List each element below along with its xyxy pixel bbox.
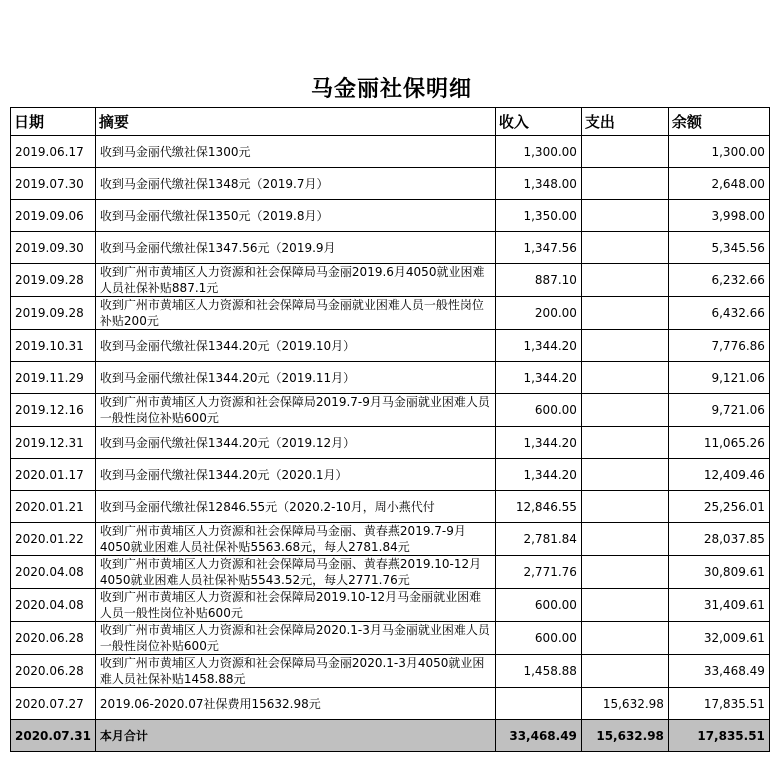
cell-date: 2020.07.27 [11, 688, 96, 720]
cell-date: 2019.12.16 [11, 394, 96, 427]
cell-date: 2020.04.08 [11, 589, 96, 622]
cell-date: 2019.09.28 [11, 297, 96, 330]
cell-expense [581, 330, 668, 362]
header-expense: 支出 [581, 108, 668, 136]
header-summary: 摘要 [95, 108, 495, 136]
cell-expense [581, 556, 668, 589]
table-row [11, 362, 770, 394]
cell-balance: 9,121.06 [668, 362, 769, 394]
table-row [11, 200, 770, 232]
cell-date: 2020.04.08 [11, 556, 96, 589]
cell-date: 2020.01.17 [11, 459, 96, 491]
cell-income: 1,344.20 [495, 427, 581, 459]
cell-income: 600.00 [495, 394, 581, 427]
cell-date: 2020.01.21 [11, 491, 96, 523]
cell-balance: 6,432.66 [668, 297, 769, 330]
cell-expense: 15,632.98 [581, 688, 668, 720]
cell-balance: 1,300.00 [668, 136, 769, 168]
cell-income: 1,458.88 [495, 655, 581, 688]
table-row [11, 491, 770, 523]
cell-balance: 2,648.00 [668, 168, 769, 200]
cell-date: 2020.01.22 [11, 523, 96, 556]
cell-income: 200.00 [495, 297, 581, 330]
cell-balance: 6,232.66 [668, 264, 769, 297]
table-row [11, 589, 770, 622]
cell-balance: 17,835.51 [668, 688, 769, 720]
total-date: 2020.07.31 [11, 720, 96, 752]
table-row [11, 688, 770, 720]
cell-income: 1,344.20 [495, 362, 581, 394]
cell-income: 600.00 [495, 622, 581, 655]
header-row [11, 108, 770, 136]
cell-expense [581, 622, 668, 655]
cell-summary: 收到广州市黄埔区人力资源和社会保障局马金丽2019.6月4050就业困难人员社保补贴887.1元 [95, 264, 495, 297]
cell-expense [581, 655, 668, 688]
cell-income: 1,350.00 [495, 200, 581, 232]
table-row [11, 655, 770, 688]
cell-expense [581, 264, 668, 297]
cell-balance: 9,721.06 [668, 394, 769, 427]
cell-income: 2,771.76 [495, 556, 581, 589]
cell-summary: 收到广州市黄埔区人力资源和社会保障局马金丽就业困难人员一般性岗位补贴200元 [95, 297, 495, 330]
table-row [11, 232, 770, 264]
cell-summary: 收到马金丽代缴社保1350元（2019.8月） [95, 200, 495, 232]
cell-balance: 33,468.49 [668, 655, 769, 688]
cell-summary: 收到马金丽代缴社保1344.20元（2019.11月） [95, 362, 495, 394]
cell-balance: 32,009.61 [668, 622, 769, 655]
header-income: 收入 [495, 108, 581, 136]
cell-balance: 11,065.26 [668, 427, 769, 459]
table-row [11, 136, 770, 168]
ledger-table [10, 107, 770, 752]
table-row [11, 459, 770, 491]
cell-balance: 28,037.85 [668, 523, 769, 556]
page-title: 马金丽社保明细 [310, 76, 472, 102]
cell-date: 2020.06.28 [11, 622, 96, 655]
cell-income: 887.10 [495, 264, 581, 297]
cell-summary: 收到马金丽代缴社保1347.56元（2019.9月 [95, 232, 495, 264]
cell-balance: 12,409.46 [668, 459, 769, 491]
cell-expense [581, 297, 668, 330]
total-balance: 17,835.51 [668, 720, 769, 752]
cell-summary: 收到马金丽代缴社保1344.20元（2019.12月） [95, 427, 495, 459]
table-row [11, 394, 770, 427]
table-row [11, 330, 770, 362]
cell-expense [581, 394, 668, 427]
table-row [11, 168, 770, 200]
cell-expense [581, 200, 668, 232]
cell-date: 2019.10.31 [11, 330, 96, 362]
cell-expense [581, 491, 668, 523]
header-balance: 余额 [668, 108, 769, 136]
cell-income [495, 688, 581, 720]
cell-summary: 收到广州市黄埔区人力资源和社会保障局2019.10-12月马金丽就业困难人员一般性岗位补贴600元 [95, 589, 495, 622]
cell-date: 2019.09.28 [11, 264, 96, 297]
cell-income: 2,781.84 [495, 523, 581, 556]
cell-expense [581, 232, 668, 264]
cell-expense [581, 362, 668, 394]
cell-income: 1,344.20 [495, 459, 581, 491]
cell-balance: 31,409.61 [668, 589, 769, 622]
cell-income: 1,348.00 [495, 168, 581, 200]
cell-summary: 收到马金丽代缴社保1348元（2019.7月） [95, 168, 495, 200]
table-row [11, 264, 770, 297]
cell-summary: 收到马金丽代缴社保12846.55元（2020.2-10月，周小燕代付 [95, 491, 495, 523]
cell-date: 2019.12.31 [11, 427, 96, 459]
cell-summary: 收到马金丽代缴社保1344.20元（2019.10月） [95, 330, 495, 362]
cell-expense [581, 459, 668, 491]
cell-summary: 2019.06-2020.07社保费用15632.98元 [95, 688, 495, 720]
cell-summary: 收到广州市黄埔区人力资源和社会保障局2019.7-9月马金丽就业困难人员一般性岗位补贴600元 [95, 394, 495, 427]
cell-summary: 收到广州市黄埔区人力资源和社会保障局马金丽、黄春燕2019.10-12月4050就业困难人员社保补贴5543.52元，每人2771.76元 [95, 556, 495, 589]
total-expense: 15,632.98 [581, 720, 668, 752]
header-date: 日期 [11, 108, 96, 136]
total-row [11, 720, 770, 752]
table-row [11, 523, 770, 556]
cell-date: 2019.07.30 [11, 168, 96, 200]
cell-balance: 3,998.00 [668, 200, 769, 232]
cell-income: 1,347.56 [495, 232, 581, 264]
total-income: 33,468.49 [495, 720, 581, 752]
cell-income: 1,300.00 [495, 136, 581, 168]
cell-date: 2019.09.30 [11, 232, 96, 264]
cell-balance: 25,256.01 [668, 491, 769, 523]
cell-date: 2020.06.28 [11, 655, 96, 688]
table-row [11, 427, 770, 459]
cell-summary: 收到广州市黄埔区人力资源和社会保障局马金丽、黄春燕2019.7-9月4050就业困难人员社保补贴5563.68元，每人2781.84元 [95, 523, 495, 556]
cell-balance: 7,776.86 [668, 330, 769, 362]
cell-date: 2019.09.06 [11, 200, 96, 232]
cell-income: 1,344.20 [495, 330, 581, 362]
cell-expense [581, 427, 668, 459]
cell-summary: 收到马金丽代缴社保1344.20元（2020.1月） [95, 459, 495, 491]
cell-income: 600.00 [495, 589, 581, 622]
table-row [11, 297, 770, 330]
cell-date: 2019.11.29 [11, 362, 96, 394]
cell-summary: 收到广州市黄埔区人力资源和社会保障局2020.1-3月马金丽就业困难人员一般性岗位补贴600元 [95, 622, 495, 655]
cell-income: 12,846.55 [495, 491, 581, 523]
cell-expense [581, 136, 668, 168]
table-row [11, 622, 770, 655]
total-label: 本月合计 [95, 720, 495, 752]
cell-balance: 5,345.56 [668, 232, 769, 264]
cell-summary: 收到广州市黄埔区人力资源和社会保障局马金丽2020.1-3月4050就业困难人员社保补贴1458.88元 [95, 655, 495, 688]
cell-expense [581, 168, 668, 200]
cell-summary: 收到马金丽代缴社保1300元 [95, 136, 495, 168]
table-row [11, 556, 770, 589]
cell-expense [581, 589, 668, 622]
cell-expense [581, 523, 668, 556]
cell-balance: 30,809.61 [668, 556, 769, 589]
cell-date: 2019.06.17 [11, 136, 96, 168]
